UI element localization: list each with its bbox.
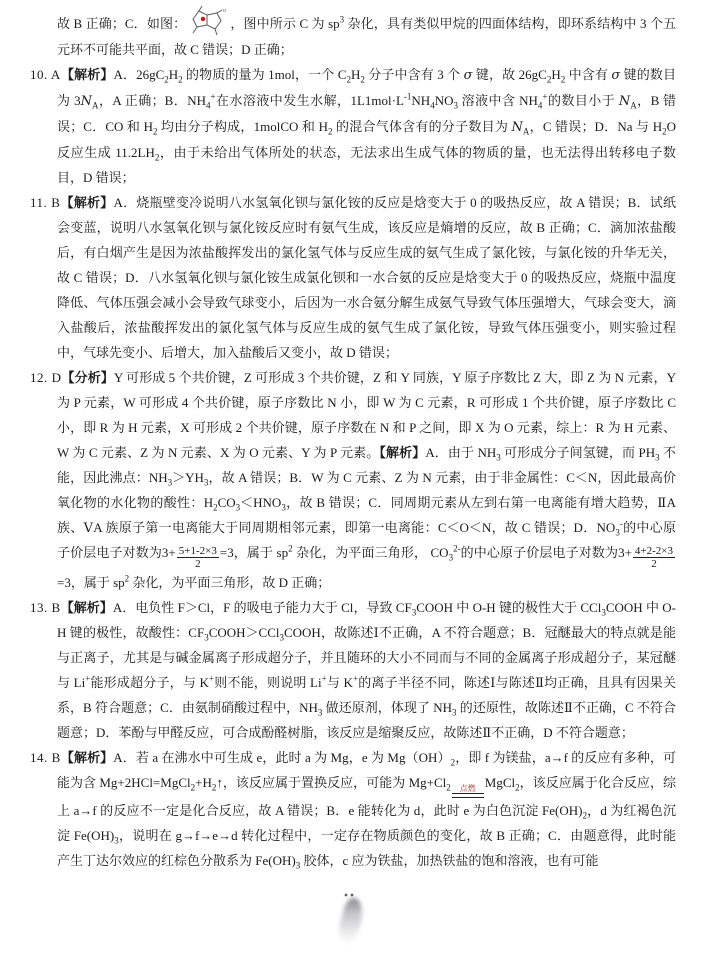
q9-cont-pre-text: 故 B 正确；C．如图： [57, 16, 187, 31]
question-number-answer: 10. A [30, 67, 61, 82]
analysis-label: 【分析】 [61, 370, 114, 385]
question-number-answer: 13. B [30, 600, 61, 616]
solution-q10 [30, 62, 676, 190]
solution-q13 [30, 595, 676, 745]
solution-text: A．烧瓶壁变冷说明八水氢氧化钡与氯化铵的反应是焓变大于 0 的吸热反应，故 A 错误；B．试纸会变蓝，说明八水氢氧化钡与氯化铵反应时有氨气生成，该反应是熵增的反应，故 B 正确；C．滴加浓盐酸后，有白烟产生是因为浓盐酸挥发出的氯化氢气体与反应生成的氨气生成了氯化铵，与氯化铵的升华无关，故 C 错误；D．八水氢氧化钡与氯化铵生成氯化钡和一水合氨的反应是焓变大于 0 的吸热反应，烧瓶中温度降低、气体压强会减小会导致气球变小，后因为一水合氨分解生成氨气导致气体压强增大，气球会变大，滴入盐酸后，浓盐酸挥发出的氯化氢气体与反应生成的氨气生成了氯化铵，导致气体压强变小，则实验过程中，气球先变小、后增大，加入盐酸后又变小，故 D 错误； [57, 195, 676, 360]
analysis-label: 【解析】 [60, 600, 113, 616]
question-number-answer: 11. B [30, 195, 61, 210]
question-number-answer: 14. B [30, 750, 61, 766]
solution-q14 [30, 745, 676, 873]
analysis-label: 【解析】 [60, 750, 114, 766]
q9-cont-post-text: ，图中所示 C 为 $sp^3$ 杂化，具有类似甲烷的四面体结构，即环系结构中 3 个五元环不可能共平面，故 C 错误；D 正确； [57, 14, 676, 57]
ink-smudge [336, 896, 367, 945]
ring-structure-icon [188, 5, 228, 37]
red-carbon-dot [201, 17, 205, 21]
analysis-label: 【解析】 [60, 67, 114, 82]
question-number-answer: 12. D [30, 370, 62, 385]
analysis-label: 【解析】 [60, 195, 114, 210]
solution-q9-continuation [30, 5, 676, 62]
solution-text: A．若 a 在沸水中可生成 e，此时 a 为 Mg，e 为 $Mg(OH)_2$，即 f 为镁盐，a→f 的反应有多种，可能为含 $Mg+2HCl=MgCl_2+H_2↑$，该反应属于置换反应，可能为 $Mg+Cl_2$ 点燃 MgCl$_2$，该反应属于化合反应，综上 a→f 的反应不一定是化合反应，故 A 错误；B．e 能转化为 d，此时 e 为白色沉淀 $Fe(OH)_2$，d 为红褐色沉淀 $Fe(OH)_3$，说明在 g→f→e→d 转化过程中，一定存在物质颜色的变化，故 B 正确；C．由题意得，此时能产生丁达尔效应的红棕色分散系为 $Fe(OH)_3$ 胶体，c 应为铁盐，加热铁盐的饱和溶液，也有可能 [57, 750, 676, 871]
solution-text: A．$26gC_2H_2$ 的物质的量为 1mol，一个 $C_2H_2$ 分子中含有 3 个 σ 键，故 $26gC_2H_2$ 中含有 σ 键的数目为 $3N_A$，A 正确；B．$NH_4^+$在水溶液中发生水解，$1L1mol\cdot L^{-1}NH_4NO_3$ 溶液中含 $NH_4^+$的数目小于 $N_A$，B 错误；C．CO 和 $H_2$ 均由分子构成，1molCO 和 $H_2$ 的混合气体含有的分子数目为 $N_A$，C 错误；D．Na 与 $H_2O$ 反应生成 $11.2LH_2$，由于未给出气体所处的状态，无法求出生成气体的物质的量，也无法得出转移电子数目，D 错误； [57, 67, 677, 185]
solution-q11 [30, 190, 676, 365]
solution-text: A．电负性 F＞Cl，F 的吸电子能力大于 Cl，导致 $CF_3COOH$ 中 O-H 键的极性大于 CCl$_3$COOH 中 O-H 键的极性，故酸性：$CF_3COOH>CCl_3COOH$，故陈述Ⅰ不正确，A 不符合题意；B．冠醚最大的特点就是能与正离子，尤其是与碱金属离子形成超分子，并且随环的大小不同而与不同的金属离子形成超分子，某冠醚与 Li+能形成超分子，与 K+则不能，则说明 Li+与 K+的离子半径不同，陈述Ⅰ与陈述Ⅱ均正确，且具有因果关系，B 符合题意；C．由氨制硝酸过程中，$NH_3$ 做还原剂，体现了 $NH_3$ 的还原性，故陈述Ⅱ不正确，C 不符合题意；D．苯酚与甲醛反应，可合成酚醛树脂，该反应是缩聚反应，故陈述Ⅱ不正确，D 不符合题意； [57, 600, 676, 741]
solution-q12 [30, 365, 676, 595]
solution-text: Y 可形成 5 个共价键，Z 可形成 3 个共价键，Z 和 Y 同族，Y 原子序数比 Z 大，即 Z 为 N 元素，Y 为 P 元素，W 可形成 4 个共价键，原子序数比 N 小，即 W 为 C 元素，R 可形成 1 个共价键，原子序数比 C 小，即 R 为 H 元素，X 可形成 2 个共价键，原子序数在 N 和 P 之间，即 X 为 O 元素，综上：R 为 H 元素、W 为 C 元素、Z 为 N 元素、X 为 O 元素、Y 为 P 元素。【解析】A．由于 $NH_3$ 可形成分子间氢键，而 $PH_3$ 不能，因此沸点：$NH_3>YH_3$，故 A 错误；B．W 为 C 元素、Z 为 N 元素，由于非金属性：C＜N，因此最高价氧化物的水化物的酸性：$H_2CO_3<HNO_3$，故 B 错误；C．同周期元素从左到右第一电离能有增大趋势，ⅡA 族、ⅤA 族原子第一电离能大于同周期相邻元素，即第一电离能：C＜O＜N，故 C 错误；D．$NO_3^-$的中心原子价层电子对数为3+ $\frac{5+1-2\times 3}{2}$ =3，属于 $sp^2$ 杂化，为平面三角形， $CO_3^{2-}$的中心原子价层电子对数为3+ $\frac{4+2-2\times 3}{2}$ =3，属于 $sp^2$ 杂化，为平面三角形，故 D 正确； [57, 370, 676, 591]
svg-text:o: o [223, 8, 227, 14]
ink-dots [344, 893, 356, 897]
